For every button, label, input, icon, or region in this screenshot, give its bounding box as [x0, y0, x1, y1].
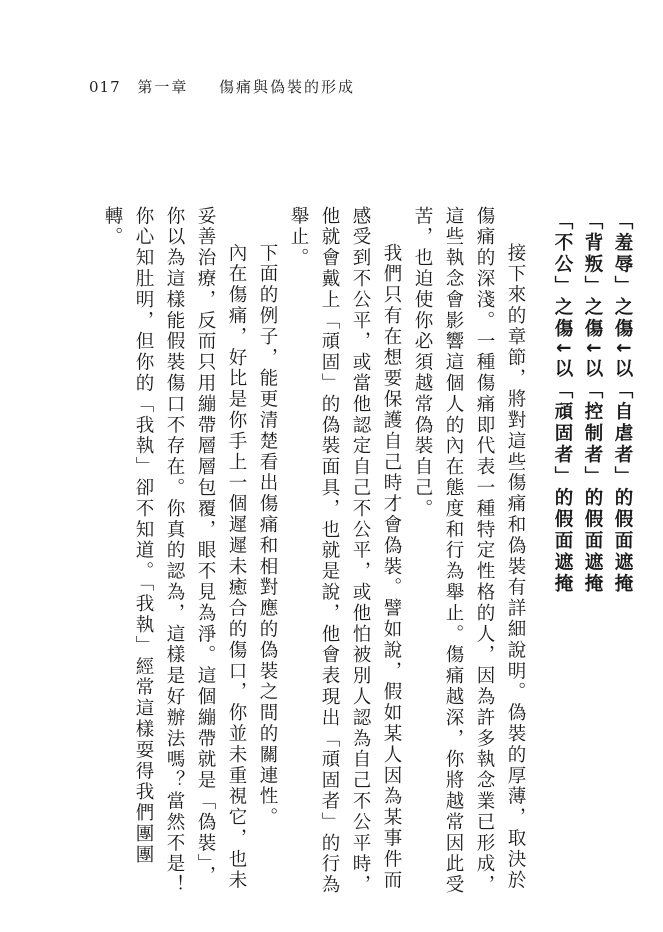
heading-betrayal: 「背叛」之傷↓以「控制者」的假面遮掩: [582, 211, 603, 596]
paragraph-example-lead: 下面的例子，能更清楚看出傷痛和相對應的偽裝之間的關連性。: [257, 243, 278, 829]
paragraph-intro: 接下來的章節，將對這些傷痛和偽裝有詳細說明。偽裝的厚薄，取決於傷痛的深淺。一種傷痛即代表一種特定性格的人，因為許多執念業已形成，這些執念會影響這個人的內在態度和行為舉止。傷痛越深，你將越常因此受苦，也迫使你必須越常偽裝自己。: [412, 206, 526, 896]
chapter-title: 傷痛與偽裝的形成: [219, 78, 356, 96]
page-number: 017: [89, 78, 121, 96]
heading-humiliation: 「羞辱」之傷↓以「自虐者」的假面遮掩: [612, 211, 633, 596]
running-header: [89, 76, 355, 97]
chapter-label: 第一章: [137, 78, 189, 96]
vertical-body-text: [97, 206, 637, 906]
paragraph-protection: 我們只有在想要保護自己時才會偽裝。譬如說，假如某人因為某事件而感受到不公平，或當他認定自己不公平，或他怕被別人認為自己不公平時，他就會戴上「頑固」的偽裝面具，也就是說，他會表現出「頑固者」的行為舉止。: [288, 206, 402, 896]
paragraph-bandage: 內在傷痛，好比是你手上一個遲遲未癒合的傷口，你並未重視它，也未妥善治療，反而只用繃帶層層包覆，眼不見為淨。這個繃帶就是「偽裝」，你以為這樣能假裝傷口不存在。你真的認為，這樣是好辦法嗎？當然不是！你心知肚明，但你的「我執」卻不知道。「我執」經常這樣耍得我們團團轉。: [102, 206, 247, 896]
heading-injustice: 「不公」之傷↓以「頑固者」的假面遮掩: [552, 211, 573, 596]
